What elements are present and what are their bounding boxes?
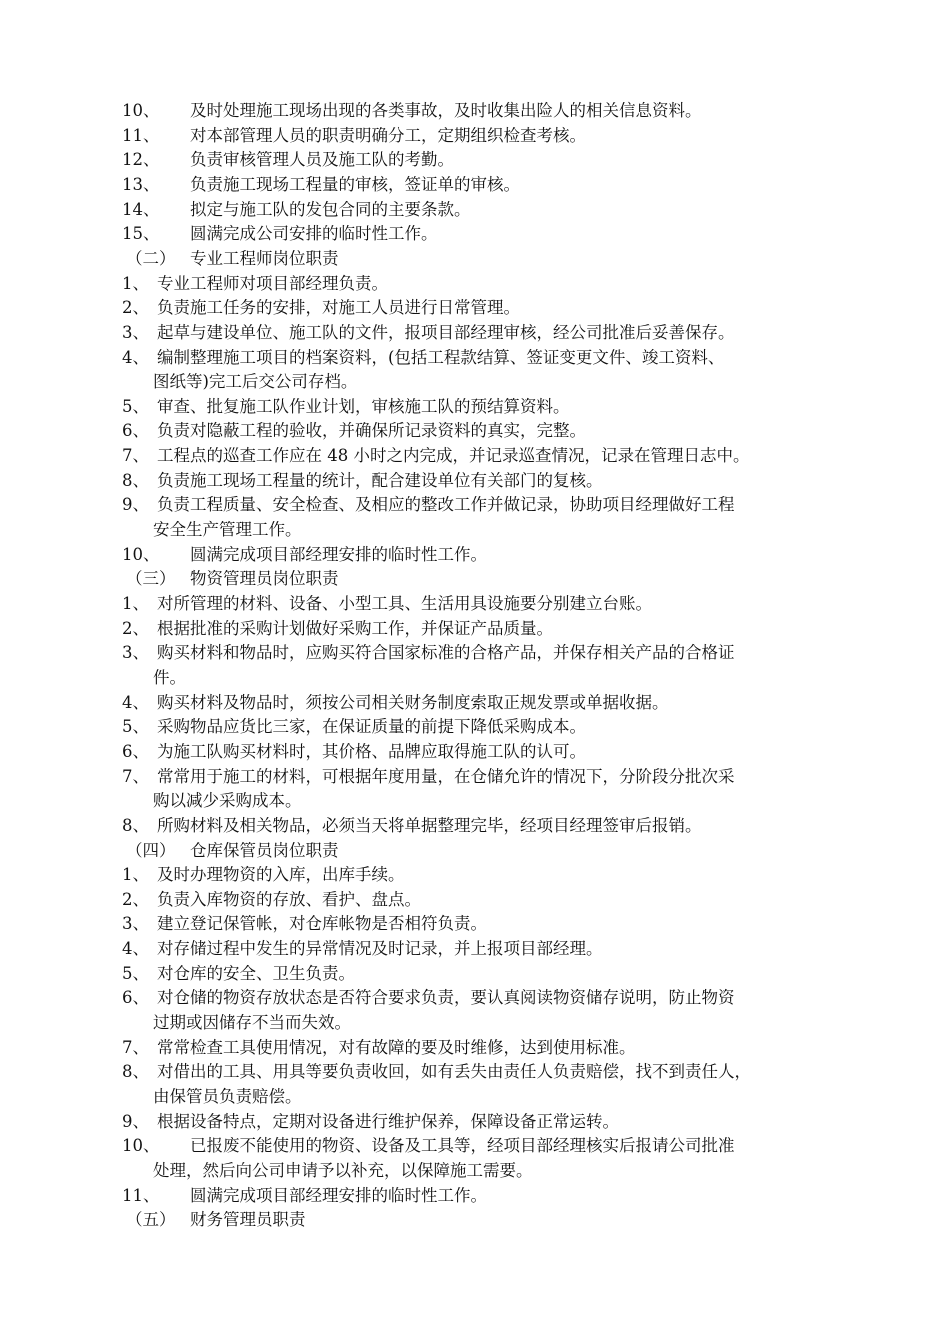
list-item-text: 购买材料和物品时，应购买符合国家标准的合格产品，并保存相关产品的合格证	[157, 643, 735, 662]
list-item-text-continuation: 图纸等)完工后交公司存档。	[153, 372, 358, 391]
list-item-number: 6、	[122, 742, 149, 761]
list-item-text: 负责施工现场工程量的审核，签证单的审核。	[190, 175, 520, 194]
list-item-number: 10、	[122, 545, 160, 564]
list-item-number: 7、	[122, 1038, 149, 1057]
list-item-text-continuation: 件。	[153, 668, 186, 687]
section-heading-title: 财务管理员职责	[190, 1210, 306, 1229]
list-item-number: 6、	[122, 988, 149, 1007]
section-heading-title: 仓库保管员岗位职责	[190, 841, 339, 860]
list-item-number: 2、	[122, 298, 149, 317]
list-item-text: 编制整理施工项目的档案资料，(包括工程款结算、签证变更文件、竣工资料、	[157, 348, 725, 367]
list-item-text: 负责施工现场工程量的统计，配合建设单位有关部门的复核。	[157, 471, 603, 490]
list-item-text: 负责入库物资的存放、看护、盘点。	[157, 890, 421, 909]
list-item-text: 对仓库的安全、卫生负责。	[157, 964, 355, 983]
list-item-text: 根据设备特点，定期对设备进行维护保养，保障设备正常运转。	[157, 1112, 619, 1131]
list-item-text: 及时处理施工现场出现的各类事故，及时收集出险人的相关信息资料。	[190, 101, 702, 120]
list-item-number: 9、	[122, 495, 149, 514]
list-item-text: 起草与建设单位、施工队的文件，报项目部经理审核，经公司批准后妥善保存。	[157, 323, 735, 342]
list-item-number: 10、	[122, 1136, 160, 1155]
list-item-text: 对所管理的材料、设备、小型工具、生活用具设施要分别建立台账。	[157, 594, 652, 613]
list-item-number: 15、	[122, 224, 160, 243]
list-item-text: 工程点的巡查工作应在 48 小时之内完成，并记录巡查情况，记录在管理日志中。	[157, 446, 750, 465]
list-item-number: 10、	[122, 101, 160, 120]
section-heading-number: （三）	[126, 569, 176, 588]
list-item-text-continuation: 由保管员负责赔偿。	[153, 1087, 302, 1106]
list-item-number: 1、	[122, 594, 149, 613]
list-item-text: 对本部管理人员的职责明确分工，定期组织检查考核。	[190, 126, 586, 145]
list-item-text: 负责施工任务的安排，对施工人员进行日常管理。	[157, 298, 520, 317]
list-item-text: 采购物品应货比三家，在保证质量的前提下降低采购成本。	[157, 717, 586, 736]
list-item-text: 审查、批复施工队作业计划，审核施工队的预结算资料。	[157, 397, 570, 416]
list-item-number: 14、	[122, 200, 160, 219]
list-item-number: 13、	[122, 175, 160, 194]
list-item-text: 圆满完成项目部经理安排的临时性工作。	[190, 1186, 487, 1205]
list-item-text: 圆满完成公司安排的临时性工作。	[190, 224, 438, 243]
section-heading-number: （四）	[126, 841, 176, 860]
list-item-number: 8、	[122, 816, 149, 835]
list-item-number: 11、	[122, 1186, 160, 1205]
list-item-number: 2、	[122, 890, 149, 909]
list-item-text: 负责审核管理人员及施工队的考勤。	[190, 150, 454, 169]
list-item-text-continuation: 安全生产管理工作。	[153, 520, 302, 539]
list-item-text-continuation: 处理，然后向公司申请予以补充，以保障施工需要。	[153, 1161, 533, 1180]
section-heading-title: 专业工程师岗位职责	[190, 249, 339, 268]
list-item-number: 3、	[122, 914, 149, 933]
list-item-number: 7、	[122, 446, 149, 465]
section-heading-number: （二）	[126, 249, 176, 268]
list-item-text: 常常检查工具使用情况，对有故障的要及时维修，达到使用标准。	[157, 1038, 636, 1057]
list-item-number: 4、	[122, 693, 149, 712]
list-item-number: 11、	[122, 126, 160, 145]
list-item-text: 圆满完成项目部经理安排的临时性工作。	[190, 545, 487, 564]
list-item-number: 5、	[122, 717, 149, 736]
section-heading-number: （五）	[126, 1210, 176, 1229]
list-item-text: 建立登记保管帐，对仓库帐物是否相符负责。	[157, 914, 487, 933]
list-item-number: 4、	[122, 939, 149, 958]
list-item-number: 12、	[122, 150, 160, 169]
list-item-text: 拟定与施工队的发包合同的主要条款。	[190, 200, 471, 219]
list-item-number: 9、	[122, 1112, 149, 1131]
list-item-number: 8、	[122, 1062, 149, 1081]
list-item-number: 1、	[122, 865, 149, 884]
list-item-text: 专业工程师对项目部经理负责。	[157, 274, 388, 293]
list-item-number: 3、	[122, 323, 149, 342]
list-item-number: 7、	[122, 767, 149, 786]
list-item-text: 常常用于施工的材料，可根据年度用量，在仓储允许的情况下，分阶段分批次采	[157, 767, 735, 786]
list-item-text: 对借出的工具、用具等要负责收回，如有丢失由责任人负责赔偿，找不到责任人，	[157, 1062, 751, 1081]
list-item-text: 根据批准的采购计划做好采购工作，并保证产品质量。	[157, 619, 553, 638]
list-item-number: 5、	[122, 397, 149, 416]
list-item-text: 负责工程质量、安全检查、及相应的整改工作并做记录，协助项目经理做好工程	[157, 495, 735, 514]
list-item-text-continuation: 购以减少采购成本。	[153, 791, 302, 810]
list-item-text: 负责对隐蔽工程的验收，并确保所记录资料的真实，完整。	[157, 421, 586, 440]
section-heading-title: 物资管理员岗位职责	[190, 569, 339, 588]
list-item-text: 已报废不能使用的物资、设备及工具等，经项目部经理核实后报请公司批准	[190, 1136, 735, 1155]
list-item-number: 3、	[122, 643, 149, 662]
list-item-text: 所购材料及相关物品，必须当天将单据整理完毕，经项目经理签审后报销。	[157, 816, 702, 835]
list-item-text: 为施工队购买材料时，其价格、品牌应取得施工队的认可。	[157, 742, 586, 761]
list-item-number: 5、	[122, 964, 149, 983]
list-item-text: 购买材料及物品时，须按公司相关财务制度索取正规发票或单据收据。	[157, 693, 669, 712]
list-item-number: 4、	[122, 348, 149, 367]
list-item-number: 8、	[122, 471, 149, 490]
list-item-text-continuation: 过期或因储存不当而失效。	[153, 1013, 351, 1032]
list-item-number: 2、	[122, 619, 149, 638]
list-item-number: 1、	[122, 274, 149, 293]
list-item-text: 对存储过程中发生的异常情况及时记录，并上报项目部经理。	[157, 939, 603, 958]
list-item-text: 对仓储的物资存放状态是否符合要求负责，要认真阅读物资储存说明，防止物资	[157, 988, 735, 1007]
list-item-number: 6、	[122, 421, 149, 440]
list-item-text: 及时办理物资的入库，出库手续。	[157, 865, 405, 884]
